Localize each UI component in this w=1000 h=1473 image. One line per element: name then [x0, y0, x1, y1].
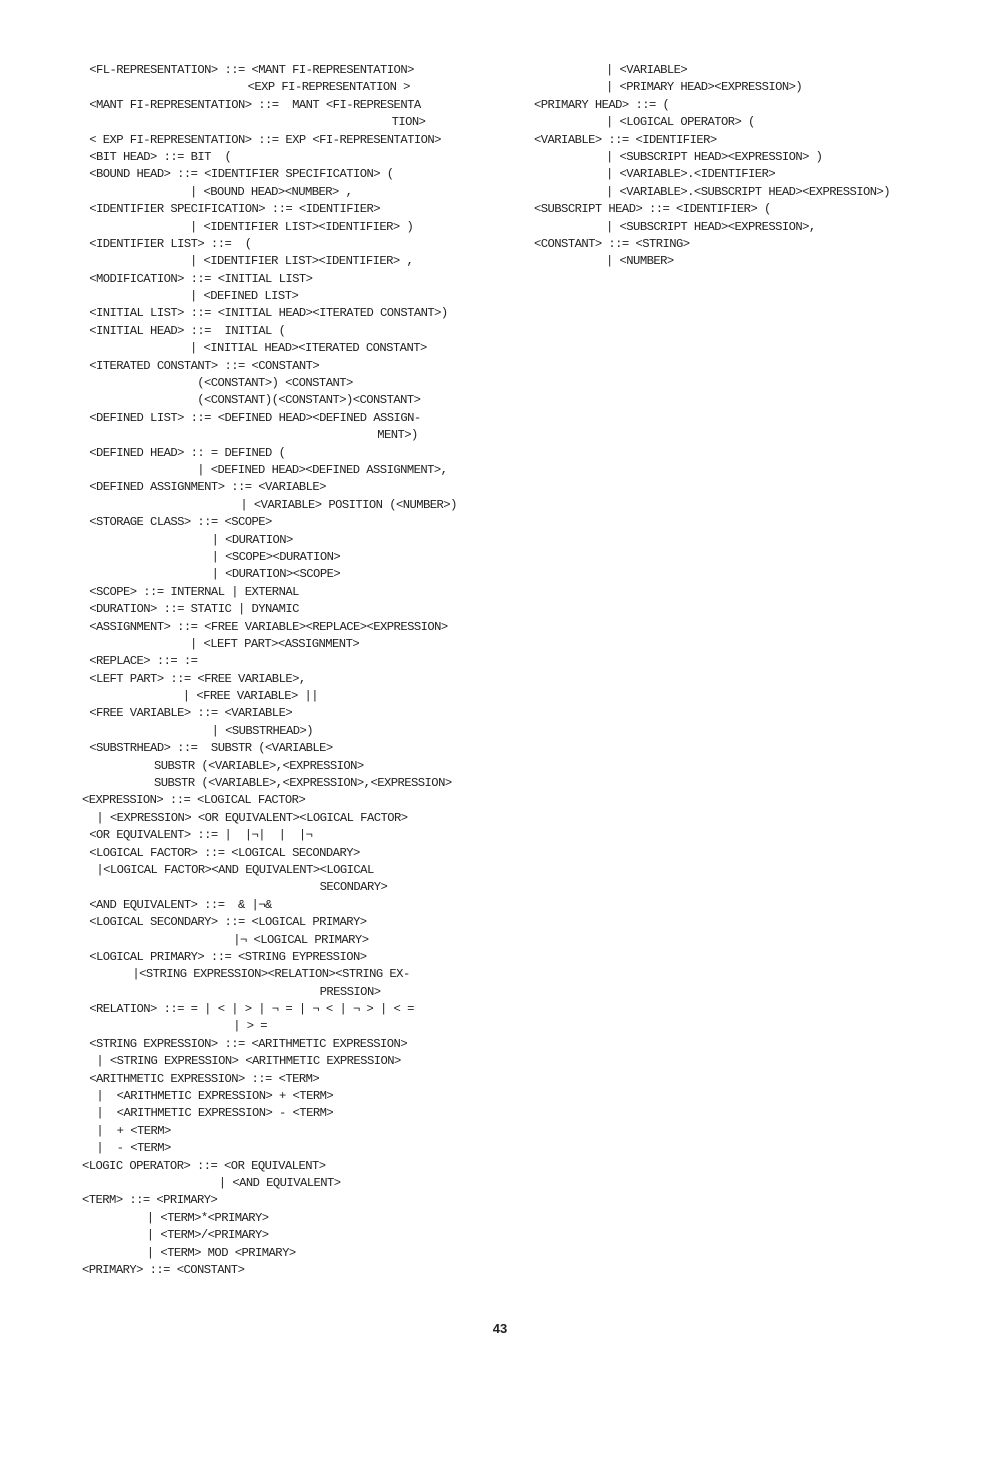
grammar-line: <STORAGE CLASS> ::= <SCOPE> — [89, 515, 272, 530]
grammar-line: | <SUBSCRIPT HEAD><EXPRESSION>, — [606, 219, 816, 234]
grammar-line: | <TERM> MOD <PRIMARY> — [146, 1245, 296, 1260]
grammar-line: | <DURATION> — [211, 532, 293, 547]
grammar-line: | <BOUND HEAD><NUMBER> , — [190, 184, 353, 199]
grammar-line: <BOUND HEAD> ::= <IDENTIFIER SPECIFICATION> ( — [89, 167, 394, 182]
grammar-line: | + <TERM> — [96, 1123, 171, 1138]
grammar-line: | <IDENTIFIER LIST><IDENTIFIER> ) — [190, 219, 414, 234]
grammar-line: <ASSIGNMENT> ::= <FREE VARIABLE><REPLACE><EXPRESSION> — [89, 619, 448, 634]
grammar-line: <INITIAL LIST> ::= <INITIAL HEAD><ITERATED CONSTANT>) — [89, 306, 448, 321]
grammar-line: | <INITIAL HEAD><ITERATED CONSTANT> — [190, 341, 427, 356]
grammar-line: <EXPRESSION> ::= <LOGICAL FACTOR> — [82, 793, 306, 808]
grammar-line: | <SCOPE><DURATION> — [211, 549, 341, 564]
grammar-line: SECONDARY> — [319, 880, 388, 895]
grammar-line: <OR EQUIVALENT> ::= | |¬| | |¬ — [89, 828, 313, 843]
grammar-line: SUBSTR (<VARIABLE>,<EXPRESSION> — [154, 758, 364, 773]
grammar-line: <IDENTIFIER SPECIFICATION> ::= <IDENTIFIER> — [89, 202, 381, 217]
grammar-line: |¬ <LOGICAL PRIMARY> — [233, 932, 369, 947]
grammar-line: |<LOGICAL FACTOR><AND EQUIVALENT><LOGICAL — [96, 862, 374, 877]
grammar-line: | - <TERM> — [96, 1141, 171, 1156]
grammar-line: <IDENTIFIER LIST> ::= ( — [89, 236, 252, 251]
grammar-line: <AND EQUIVALENT> ::= & |¬& — [89, 897, 272, 912]
grammar-line: MENT>) — [377, 428, 418, 443]
grammar-line: <DEFINED HEAD> :: = DEFINED ( — [89, 445, 286, 460]
grammar-line: <LOGICAL PRIMARY> ::= <STRING EYPRESSION> — [89, 949, 367, 964]
grammar-line: | <VARIABLE> — [606, 63, 688, 77]
grammar-line: <LOGIC OPERATOR> ::= <OR EQUIVALENT> — [82, 1158, 326, 1173]
grammar-line: <MODIFICATION> ::= <INITIAL LIST> — [89, 271, 313, 286]
grammar-line: | <LOGICAL OPERATOR> ( — [606, 115, 755, 130]
grammar-line: <BIT HEAD> ::= BIT ( — [89, 149, 232, 164]
grammar-line: <LOGICAL SECONDARY> ::= <LOGICAL PRIMARY> — [89, 915, 367, 930]
grammar-line: | <VARIABLE>.<SUBSCRIPT HEAD><EXPRESSION>) — [606, 184, 891, 199]
grammar-line: | <STRING EXPRESSION> <ARITHMETIC EXPRESSION> — [96, 1054, 401, 1069]
grammar-line: | <VARIABLE>.<IDENTIFIER> — [606, 167, 776, 182]
grammar-line: <LEFT PART> ::= <FREE VARIABLE>, — [89, 671, 306, 686]
grammar-line: | <PRIMARY HEAD><EXPRESSION>) — [606, 80, 803, 95]
grammar-line: | <LEFT PART><ASSIGNMENT> — [190, 636, 360, 651]
grammar-line: | <AND EQUIVALENT> — [218, 1176, 341, 1190]
grammar-line: <FL-REPRESENTATION> ::= <MANT FI-REPRESENTATION> — [89, 63, 414, 77]
grammar-line: | <ARITHMETIC EXPRESSION> + <TERM> — [96, 1089, 334, 1104]
page-number: 43 — [492, 1321, 508, 1336]
grammar-line: <ITERATED CONSTANT> ::= <CONSTANT> — [89, 358, 320, 373]
grammar-line: | <SUBSTRHEAD>) — [211, 723, 314, 738]
grammar-line: <DEFINED LIST> ::= <DEFINED HEAD><DEFINED ASSIGN- — [89, 410, 421, 425]
grammar-line: <DURATION> ::= STATIC | DYNAMIC — [89, 602, 299, 617]
grammar-line: < EXP FI-REPRESENTATION> ::= EXP <FI-REPRESENTATION> — [89, 132, 441, 147]
grammar-line: | <DURATION><SCOPE> — [211, 567, 341, 582]
grammar-line: | <EXPRESSION> <OR EQUIVALENT><LOGICAL FACTOR> — [96, 810, 408, 825]
grammar-line: <VARIABLE> ::= <IDENTIFIER> — [534, 132, 717, 147]
grammar-line: <CONSTANT> ::= <STRING> — [534, 236, 690, 251]
grammar-line: | <TERM>*<PRIMARY> — [146, 1210, 269, 1225]
grammar-line: <SCOPE> ::= INTERNAL | EXTERNAL — [89, 584, 299, 599]
grammar-column-right — [534, 62, 974, 271]
grammar-line: | > = — [233, 1019, 268, 1034]
grammar-line: <ARITHMETIC EXPRESSION> ::= <TERM> — [89, 1071, 320, 1086]
grammar-line: |<STRING EXPRESSION><RELATION><STRING EX- — [132, 967, 410, 982]
grammar-column-left — [82, 62, 532, 1279]
grammar-line: (<CONSTANT)(<CONSTANT>)<CONSTANT> — [197, 393, 421, 408]
grammar-line: SUBSTR (<VARIABLE>,<EXPRESSION>,<EXPRESSION> — [154, 776, 452, 791]
grammar-line: <PRIMARY> ::= <CONSTANT> — [82, 1262, 245, 1277]
grammar-line: | <VARIABLE> POSITION (<NUMBER>) — [240, 497, 457, 512]
grammar-line: <EXP FI-REPRESENTATION > — [247, 80, 410, 95]
grammar-line: <SUBSCRIPT HEAD> ::= <IDENTIFIER> ( — [534, 202, 771, 217]
grammar-line: | <NUMBER> — [606, 254, 674, 269]
grammar-line: PRESSION> — [319, 984, 381, 999]
grammar-line: | <ARITHMETIC EXPRESSION> - <TERM> — [96, 1106, 334, 1121]
grammar-line: <INITIAL HEAD> ::= INITIAL ( — [89, 323, 286, 338]
grammar-line: <REPLACE> ::= := — [89, 654, 198, 669]
grammar-line: | <DEFINED HEAD><DEFINED ASSIGNMENT>, — [197, 462, 448, 477]
grammar-line: <RELATION> ::= = | < | > | ¬ = | ¬ < | ¬ > | < = — [89, 1002, 414, 1017]
grammar-line: | <SUBSCRIPT HEAD><EXPRESSION> ) — [606, 149, 823, 164]
grammar-line: <FREE VARIABLE> ::= <VARIABLE> — [89, 706, 293, 721]
grammar-line: | <DEFINED LIST> — [190, 289, 299, 304]
grammar-line: <DEFINED ASSIGNMENT> ::= <VARIABLE> — [89, 480, 326, 495]
grammar-line: <PRIMARY HEAD> ::= ( — [534, 97, 670, 112]
grammar-line: <LOGICAL FACTOR> ::= <LOGICAL SECONDARY> — [89, 845, 360, 860]
grammar-line: TION> — [391, 115, 426, 130]
grammar-line: <SUBSTRHEAD> ::= SUBSTR (<VARIABLE> — [89, 741, 333, 756]
grammar-line: | <FREE VARIABLE> || — [182, 689, 319, 704]
grammar-line: (<CONSTANT>) <CONSTANT> — [197, 376, 353, 391]
grammar-line: | <IDENTIFIER LIST><IDENTIFIER> , — [190, 254, 414, 269]
grammar-line: <STRING EXPRESSION> ::= <ARITHMETIC EXPRESSION> — [89, 1036, 408, 1051]
grammar-line: <TERM> ::= <PRIMARY> — [82, 1193, 218, 1208]
grammar-line: <MANT FI-REPRESENTATION> ::= MANT <FI-REPRESENTA — [89, 97, 421, 112]
grammar-line: | <TERM>/<PRIMARY> — [146, 1228, 269, 1243]
